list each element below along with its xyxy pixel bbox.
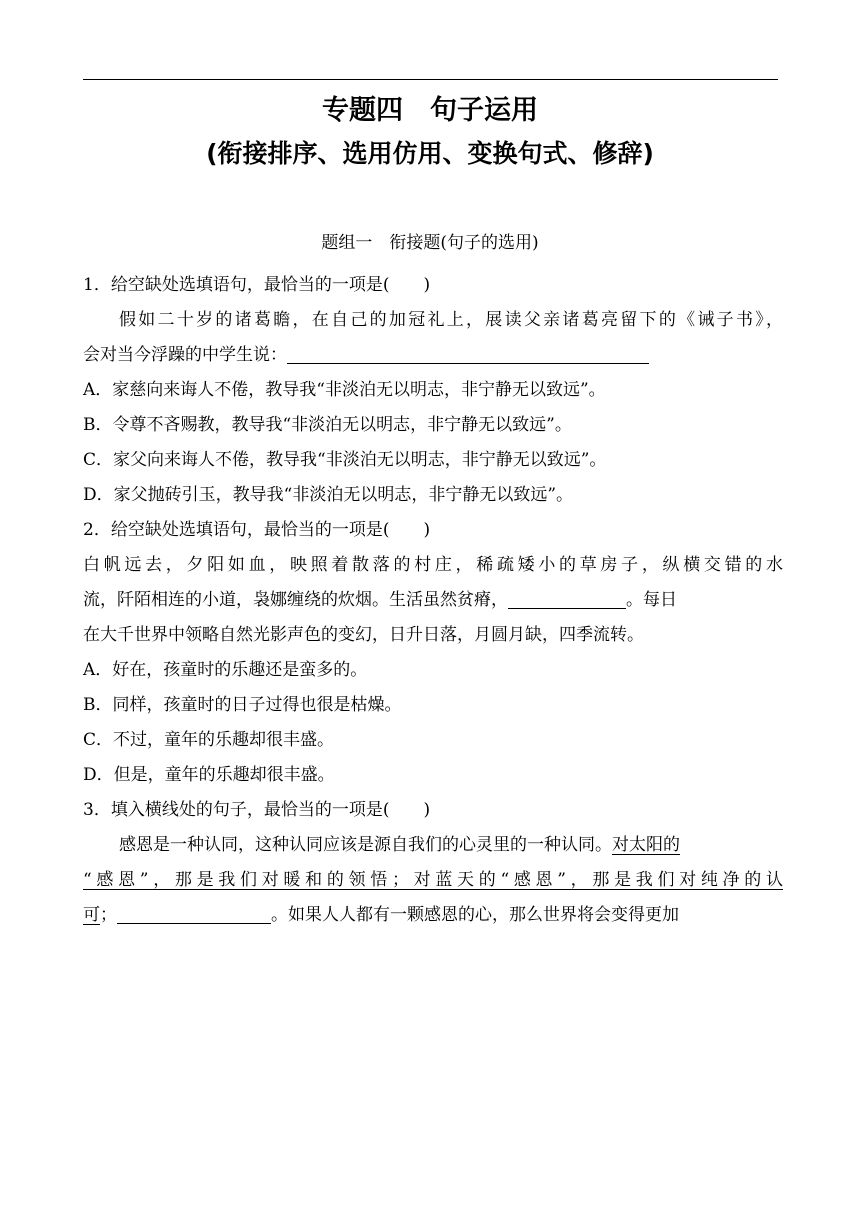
question-2-option-d: D．但是，童年的乐趣却很丰盛。: [83, 765, 335, 785]
question-1-option-a: A．家慈向来诲人不倦，教导我“非淡泊无以明志，非宁静无以致远”。: [83, 380, 606, 400]
page-title: 专题四 句子运用: [322, 95, 538, 126]
underlined-text: “感恩”，那是我们对暖和的领悟；对蓝天的“感恩”，那是我们对纯净的认: [83, 870, 783, 890]
question-3-passage-line: [83, 828, 783, 863]
passage-text: 感恩是一种认同，这种认同应该是源自我们的心灵里的一种认同。: [119, 835, 612, 855]
question-2-passage-line: 在大千世界中领略自然光影声色的变幻，日升日落，月圆月缺，四季流转。: [83, 625, 644, 645]
question-1-passage-line: 假如二十岁的诸葛瞻，在自己的加冠礼上，展读父亲诸葛亮留下的《诫子书》，: [119, 310, 783, 330]
passage-text: 。如果人人都有一颗感恩的心，那么世界将会变得更加: [271, 905, 679, 925]
passage-text: 。每日: [626, 590, 677, 610]
answer-blank: [508, 586, 626, 609]
question-1-stem: 1．给空缺处选填语句，最恰当的一项是( ): [83, 275, 431, 295]
question-list: [83, 268, 783, 933]
question-2-option-b: B．同样，孩童时的日子过得也很是枯燥。: [83, 695, 402, 715]
question-2-option-c: C．不过，童年的乐趣却很丰盛。: [83, 730, 335, 750]
question-2-passage-line: 白帆远去，夕阳如血，映照着散落的村庄，稀疏矮小的草房子，纵横交错的水: [83, 555, 783, 575]
question-1-option-c: C．家父向来诲人不倦，教导我“非淡泊无以明志，非宁静无以致远”。: [83, 450, 607, 470]
question-1-option-b: B．令尊不吝赐教，教导我“非淡泊无以明志，非宁静无以致远”。: [83, 415, 572, 435]
passage-text: ；: [100, 905, 117, 925]
passage-text: 会对当今浮躁的中学生说：: [83, 345, 287, 365]
answer-blank: [287, 341, 649, 364]
answer-blank: [117, 901, 271, 924]
question-2-stem: 2．给空缺处选填语句，最恰当的一项是( ): [83, 520, 431, 540]
group-title: 题组一 衔接题(句子的选用): [321, 233, 539, 253]
passage-text: 流，阡陌相连的小道，袅娜缠绕的炊烟。生活虽然贫瘠，: [83, 590, 508, 610]
question-2-passage-line: [83, 583, 783, 618]
header-rule: [83, 79, 778, 80]
question-1-option-d: D．家父抛砖引玉，教导我“非淡泊无以明志，非宁静无以致远”。: [83, 485, 574, 505]
question-1-passage-line: [83, 338, 783, 373]
question-3-stem: 3．填入横线处的句子，最恰当的一项是( ): [83, 800, 431, 820]
underlined-text: 对太阳的: [612, 835, 680, 855]
question-3-passage-line: [83, 898, 783, 933]
question-2-option-a: A．好在，孩童时的乐趣还是蛮多的。: [83, 660, 368, 680]
underlined-text: 可: [83, 905, 100, 925]
page-subtitle: (衔接排序、选用仿用、变换句式、修辞): [206, 139, 654, 168]
